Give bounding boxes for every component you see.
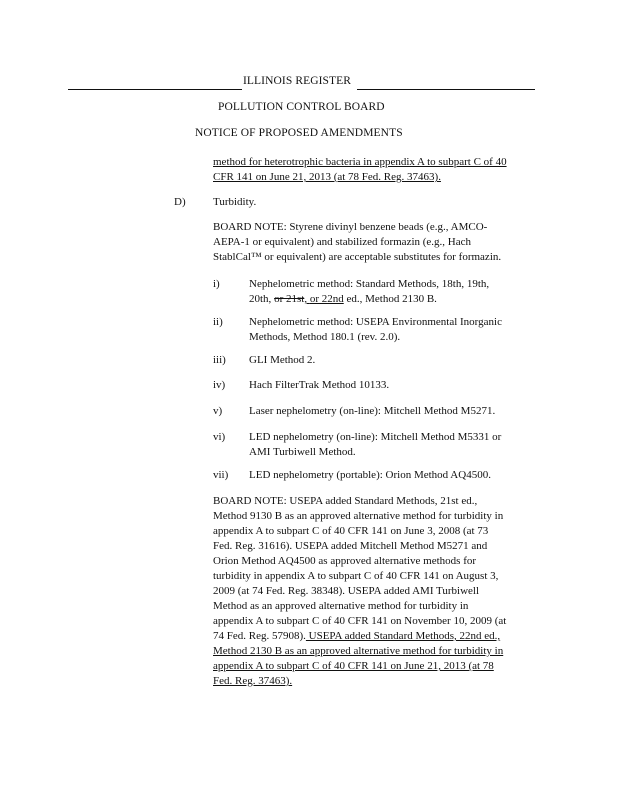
board-note-1-line-1: BOARD NOTE: Styrene divinyl benzene beads (e.g., AMCO-: [213, 221, 488, 233]
item-i-line-2-a: 20th,: [249, 293, 275, 305]
item-ii-text: [249, 315, 502, 345]
board-note-1: [213, 220, 501, 265]
item-i-line-2: [249, 292, 489, 307]
board-note-2: [213, 494, 506, 689]
notice-title: NOTICE OF PROPOSED AMENDMENTS: [195, 127, 403, 139]
item-i-struck-text: or 21st: [274, 293, 305, 305]
item-iv-text: Hach FilterTrak Method 10133.: [249, 379, 390, 391]
item-i-line-2-c: ed., Method 2130 B.: [343, 293, 437, 305]
item-iii-text: GLI Method 2.: [249, 354, 316, 366]
item-vii-number: vii): [213, 469, 229, 481]
board-note-2-line-4: Fed. Reg. 31616). USEPA added Mitchell Method M5271 and: [213, 540, 488, 552]
item-vi-line-2: AMI Turbiwell Method.: [249, 446, 356, 458]
intro-line-2: CFR 141 on June 21, 2013 (at 78 Fed. Reg. 37463).: [213, 171, 441, 183]
item-i-text: [249, 277, 489, 307]
item-v-number: v): [213, 405, 223, 417]
board-note-2-line-6: turbidity in appendix A to subpart C of 40 CFR 141 on August 3,: [213, 570, 499, 582]
board-note-2-line-10-a: 74 Fed. Reg. 57908).: [213, 630, 306, 642]
section-d-label: D): [174, 196, 186, 208]
item-vi-text: [249, 430, 501, 460]
board-note-1-line-3: StablCal™ or equivalent) are acceptable substitutes for formazin.: [213, 251, 502, 263]
board-note-2-line-7: 2009 (at 74 Fed. Reg. 38348). USEPA added AMI Turbiwell: [213, 585, 480, 597]
register-title: ILLINOIS REGISTER: [243, 75, 352, 87]
board-note-1-line-2: AEPA-1 or equivalent) and stabilized formazin (e.g., Hach: [213, 236, 472, 248]
item-ii-line-1: Nephelometric method: USEPA Environmental Inorganic: [249, 316, 502, 328]
item-v-text: Laser nephelometry (on-line): Mitchell Method M5271.: [249, 405, 496, 417]
item-ii-number: ii): [213, 316, 223, 328]
board-note-2-line-11: Method 2130 B as an approved alternative method for turbidity in: [213, 645, 504, 657]
board-note-2-line-10-inserted: USEPA added Standard Methods, 22nd ed.,: [305, 630, 501, 642]
item-vi-line-1: LED nephelometry (on-line): Mitchell Method M5331 or: [249, 431, 502, 443]
board-note-2-line-1: BOARD NOTE: USEPA added Standard Methods, 21st ed.,: [213, 495, 478, 507]
board-note-2-line-9: appendix A to subpart C of 40 CFR 141 on November 10, 2009 (at: [213, 615, 507, 627]
item-vii-text: LED nephelometry (portable): Orion Method AQ4500.: [249, 469, 491, 481]
board-title: POLLUTION CONTROL BOARD: [218, 101, 385, 113]
item-i-comma: ,: [304, 293, 310, 305]
header-rule-right: [357, 89, 535, 90]
section-d-title: Turbidity.: [213, 196, 257, 208]
board-note-2-line-5: Orion Method AQ4500 as approved alternative methods for: [213, 555, 477, 567]
item-vi-number: vi): [213, 431, 226, 443]
board-note-2-line-13: Fed. Reg. 37463).: [213, 675, 293, 687]
intro-paragraph: [213, 155, 507, 185]
board-note-2-line-3: appendix A to subpart C of 40 CFR 141 on June 3, 2008 (at 73: [213, 525, 489, 537]
intro-line-1: method for heterotrophic bacteria in appendix A to subpart C of 40: [213, 156, 507, 168]
item-iv-number: iv): [213, 379, 226, 391]
item-ii-line-2: Methods, Method 180.1 (rev. 2.0).: [249, 331, 401, 343]
board-note-2-line-2: Method 9130 B as an approved alternative method for turbidity in: [213, 510, 504, 522]
board-note-2-line-10: [213, 629, 506, 644]
item-i-number: i): [213, 278, 220, 290]
board-note-2-line-8: Method as an approved alternative method for turbidity in: [213, 600, 469, 612]
board-note-2-line-12: appendix A to subpart C of 40 CFR 141 on June 21, 2013 (at 78: [213, 660, 494, 672]
item-iii-number: iii): [213, 354, 226, 366]
item-i-line-1: Nephelometric method: Standard Methods, 18th, 19th,: [249, 278, 490, 290]
header-rule-left: [68, 89, 242, 90]
item-i-inserted-text: or 22nd: [309, 293, 344, 305]
